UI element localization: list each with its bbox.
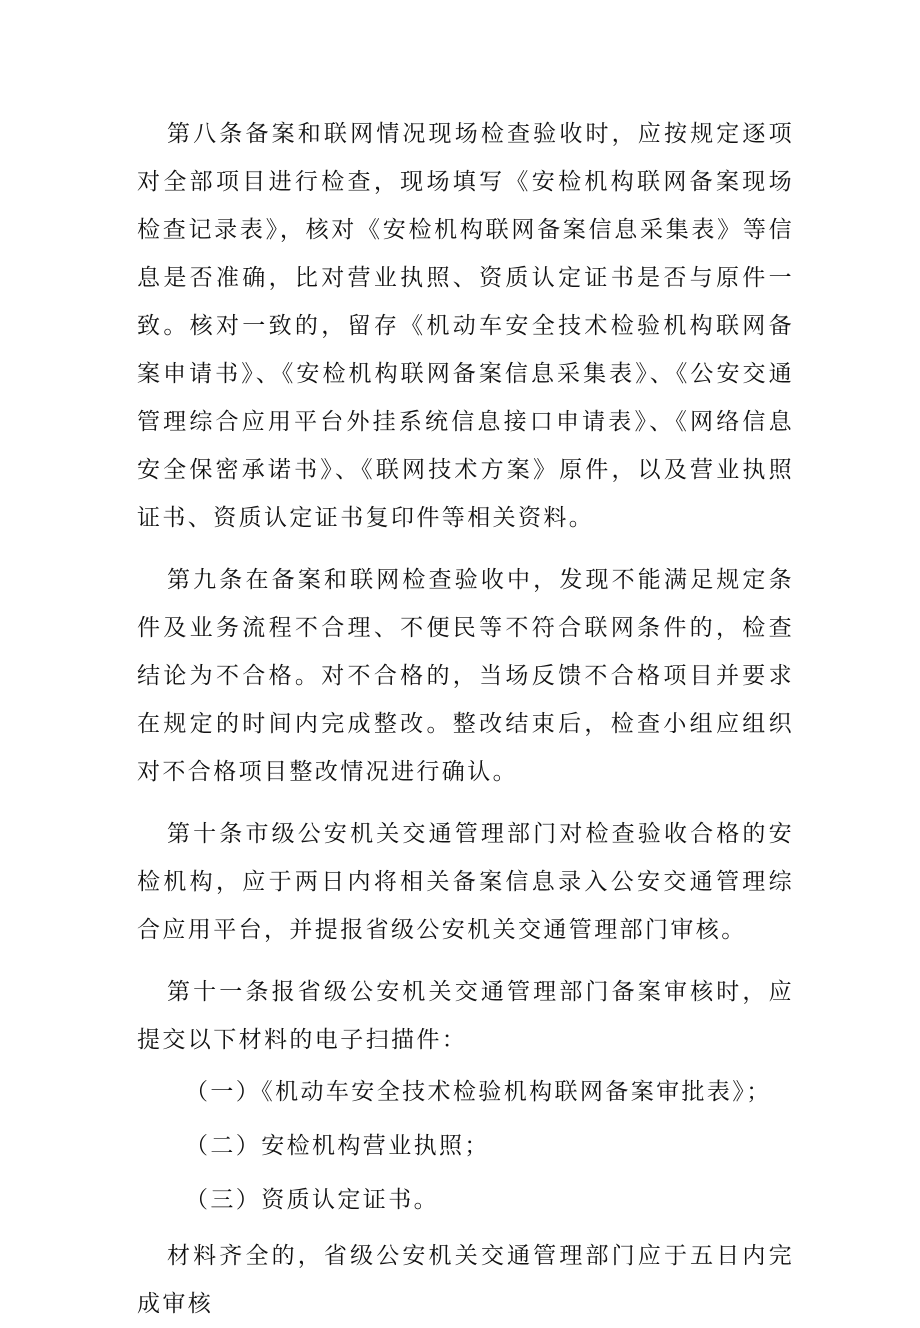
article-11-paragraph: 第十一条报省级公安机关交通管理部门备案审核时，应提交以下材料的电子扫描件：: [137, 979, 794, 1053]
list-item-1: （一）《机动车安全技术检验机构联网备案审批表》；: [185, 1079, 772, 1105]
list-item-2: （二）安检机构营业执照；: [185, 1133, 490, 1159]
article-9-paragraph: 第九条在备案和联网检查验收中，发现不能满足规定条件及业务流程不合理、不便民等不符合联网条件的，检查结论为不合格。对不合格的，当场反馈不合格项目并要求在规定的时间内完成整改。整改结束后，检查小组应组织对不合格项目整改情况进行确认。: [137, 567, 794, 785]
article-10-paragraph: 第十条市级公安机关交通管理部门对检查验收合格的安检机构，应于两日内将相关备案信息录入公安交通管理综合应用平台，并提报省级公安机关交通管理部门审核。: [137, 821, 794, 943]
article-8-paragraph: 第八条备案和联网情况现场检查验收时，应按规定逐项对全部项目进行检查，现场填写《安检机构联网备案现场检查记录表》，核对《安检机构联网备案信息采集表》等信息是否准确，比对营业执照、资质认定证书是否与原件一致。核对一致的，留存《机动车安全技术检验机构联网备案申请书》、《安检机构联网备案信息采集表》、《公安交通管理综合应用平台外挂系统信息接口申请表》、《网络信息安全保密承诺书》、《联网技术方案》原件，以及营业执照证书、资质认定证书复印件等相关资料。: [137, 121, 794, 531]
closing-paragraph: 材料齐全的，省级公安机关交通管理部门应于五日内完成审核: [137, 1243, 794, 1317]
list-item-3: （三）资质认定证书。: [185, 1187, 439, 1213]
